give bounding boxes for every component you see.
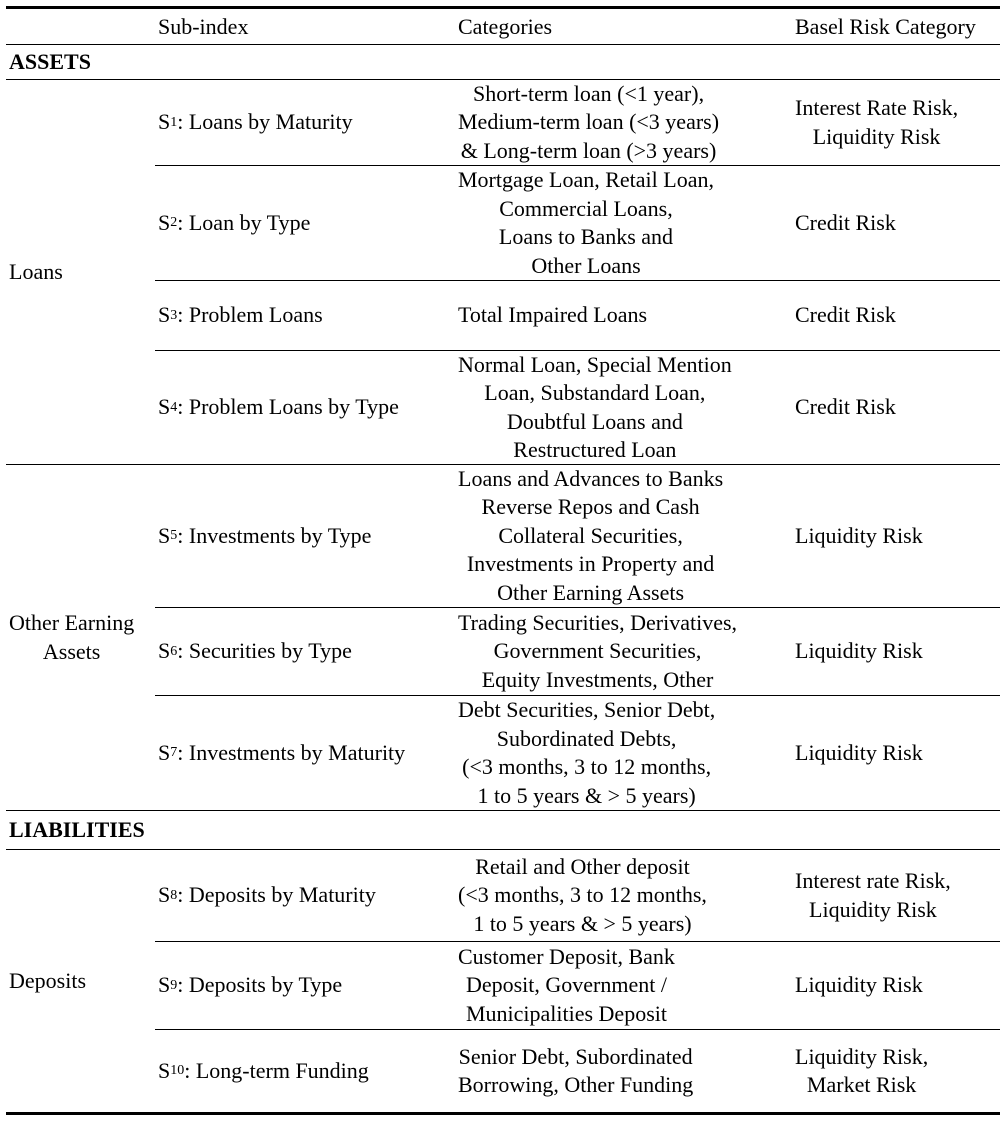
categories-s5 [458,465,723,607]
header-basel-risk-category: Basel Risk Category [795,13,976,39]
categories-s2-line: Other Loans [531,252,641,278]
subindex-s10: S 10 : Long-term Funding [158,1030,369,1112]
group-other-earning-assets [9,465,134,810]
categories-s8 [458,850,707,941]
risk-s8-line: Liquidity Risk [809,896,937,922]
categories-s6 [458,608,737,695]
subindex-s1: S 1 : Loans by Maturity [158,80,353,165]
risk-s3 [795,281,896,350]
subindex-s2-prefix: S [158,209,171,235]
categories-s1-line: Medium-term loan (<3 years) [458,109,720,135]
risk-s10-line: Market Risk [806,1072,917,1097]
subindex-s2-name: : Loan by Type [177,209,311,235]
categories-s8-line: Retail and Other deposit [475,853,690,879]
subindex-s7-prefix: S [158,739,171,765]
categories-s1-line: & Long-term loan (>3 years) [460,137,717,163]
section-assets: ASSETS [9,48,91,74]
categories-s5-line: Collateral Securities, [498,522,683,548]
subindex-s4-prefix: S [158,394,171,420]
subindex-s10-prefix: S [158,1057,171,1083]
categories-s1-line: Short-term loan (<1 year), [472,80,705,106]
subindex-s7: S 7 : Investments by Maturity [158,696,405,810]
categories-s5-line: Other Earning Assets [497,579,685,605]
subindex-s1-name: : Loans by Maturity [177,109,353,135]
categories-s4-line: Restructured Loan [513,437,677,462]
subindex-s9-name: : Deposits by Type [177,972,343,998]
subindex-s8-prefix: S [158,882,171,908]
categories-s6-line: Government Securities, [493,638,702,664]
categories-s9-line: Municipalities Deposit [465,1000,667,1026]
categories-s2-line: Loans to Banks and [498,224,674,249]
categories-s5-line: Reverse Repos and Cash [481,494,700,520]
categories-s8-line: (<3 months, 3 to 12 months, [458,882,707,908]
categories-s5-line: Investments in Property and [466,551,715,577]
subindex-s5-name: : Investments by Type [177,522,372,548]
categories-s9-line: Customer Deposit, Bank [458,943,675,969]
risk-s6-line: Liquidity Risk [795,638,923,664]
table-bottom-rule [6,1112,1000,1115]
subindex-s4-name: : Problem Loans by Type [177,394,399,420]
categories-s2-line: Mortgage Loan, Retail Loan, [458,167,714,192]
risk-s9-line: Liquidity Risk [795,972,923,998]
categories-s6-line: Equity Investments, Other [481,666,714,692]
subindex-s4: S 4 : Problem Loans by Type [158,351,399,464]
risk-s2 [795,166,896,280]
categories-s7-line: Subordinated Debts, [496,725,677,751]
risk-s7-line: Liquidity Risk [795,739,923,765]
subindex-s6-prefix: S [158,638,171,664]
categories-s6-line: Trading Securities, Derivatives, [458,609,738,635]
categories-s7-line: (<3 months, 3 to 12 months, [462,754,712,779]
risk-s5-line: Liquidity Risk [795,522,923,548]
categories-s10-line: Senior Debt, Subordinated [458,1043,693,1069]
group-other-earning-line: Assets [42,638,101,664]
subindex-s9: S 9 : Deposits by Type [158,942,342,1029]
subindex-s7-name: : Investments by Maturity [177,739,406,765]
categories-s4 [458,351,732,464]
categories-s3 [458,281,647,350]
risk-s10-line: Liquidity Risk, [795,1043,929,1069]
categories-s3-line: Total Impaired Loans [458,302,648,328]
risk-s7 [795,696,923,810]
categories-s4-line: Doubtful Loans and [506,408,683,434]
categories-s4-line: Normal Loan, Special Mention [458,351,732,377]
categories-s7 [458,696,715,810]
categories-s4-line: Loan, Substandard Loan, [484,380,706,405]
subindex-s9-prefix: S [158,972,171,998]
categories-s7-line: Debt Securities, Senior Debt, [458,697,716,722]
categories-s2 [458,166,714,280]
group-loans: Loans [9,258,63,284]
subindex-s8-name: : Deposits by Maturity [177,882,376,908]
risk-s10 [795,1030,928,1112]
group-other-earning-line: Other Earning [9,610,135,635]
risk-s1-line: Interest Rate Risk, [795,95,959,120]
risk-s1 [795,80,958,165]
risk-s4 [795,351,896,464]
subindex-s8: S 8 : Deposits by Maturity [158,850,376,941]
categories-s9 [458,942,675,1029]
categories-s10 [458,1030,693,1112]
categories-s2-line: Commercial Loans, [499,195,673,221]
header-divider [6,44,1000,45]
risk-s4-line: Credit Risk [795,394,896,420]
categories-s10-line: Borrowing, Other Funding [458,1072,694,1097]
subindex-s5-prefix: S [158,522,171,548]
subindex-s3: S 3 : Problem Loans [158,281,323,350]
risk-s2-line: Credit Risk [795,209,896,235]
risk-s3-line: Credit Risk [795,302,896,328]
risk-s6 [795,608,923,695]
table-top-rule [6,6,1000,9]
subindex-s1-prefix: S [158,109,171,135]
subindex-s3-prefix: S [158,302,171,328]
risk-s1-line: Liquidity Risk [812,123,941,149]
risk-s5 [795,465,923,607]
section-divider [6,810,1000,811]
section-liabilities: LIABILITIES [9,816,145,842]
subindex-s6: S 6 : Securities by Type [158,608,352,695]
subindex-s2: S 2 : Loan by Type [158,166,310,280]
subindex-s10-name: : Long-term Funding [184,1057,369,1083]
risk-s9 [795,942,923,1029]
categories-s8-line: 1 to 5 years & > 5 years) [473,910,692,936]
group-deposits: Deposits [9,967,86,993]
risk-s8-line: Interest rate Risk, [795,868,951,893]
header-sub-index: Sub-index [158,13,249,39]
risk-s8 [795,850,951,941]
subindex-s5: S 5 : Investments by Type [158,465,371,607]
categories-s7-line: 1 to 5 years & > 5 years) [477,782,696,808]
subindex-s3-name: : Problem Loans [177,302,323,328]
categories-s1 [458,80,719,165]
subindex-s6-name: : Securities by Type [177,638,352,664]
header-categories: Categories [458,13,553,39]
categories-s5-line: Loans and Advances to Banks [458,465,724,491]
categories-s9-line: Deposit, Government / [465,972,667,998]
